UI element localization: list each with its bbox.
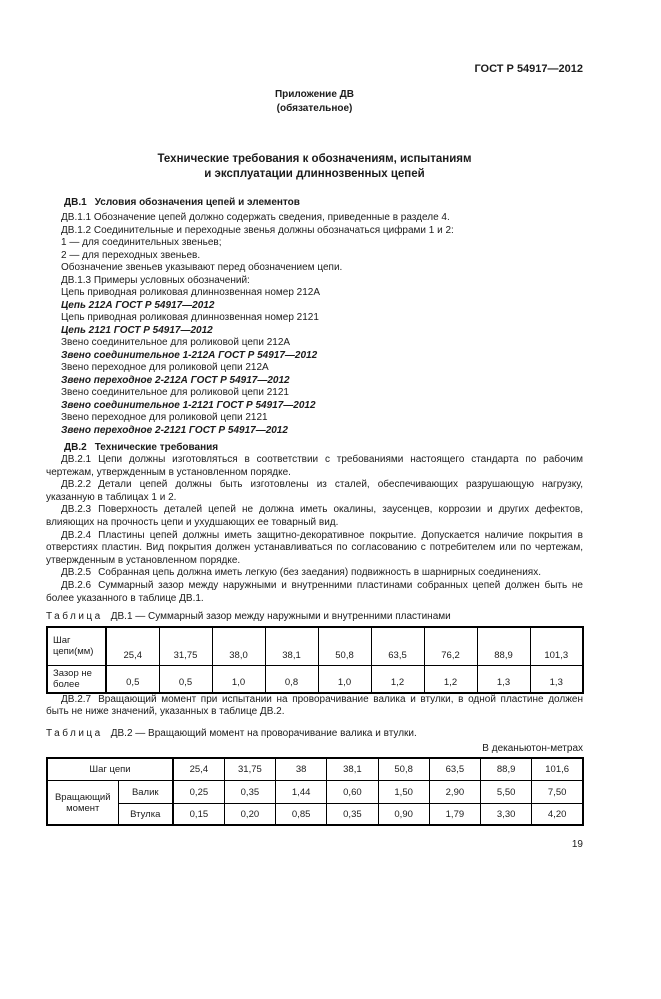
table-cell: 0,25: [173, 781, 224, 804]
paragraph-text: Вращающий момент при испытании на проворачивание валика и втулки, в одной пластине должен быть не ниже значений, указанных в таблице ДВ.2.: [46, 693, 583, 718]
annex-subtitle: (обязательное): [276, 103, 353, 114]
dv1-line: 1 — для соединительных звеньев;: [61, 237, 222, 248]
table-cell: 1,0: [212, 665, 265, 693]
table-cell: 50,8: [378, 758, 429, 781]
section-dv2-number: ДВ.2: [64, 442, 87, 453]
table-row-label: Втулка: [118, 804, 173, 825]
table-row: [47, 781, 583, 804]
table-cell: 0,5: [159, 665, 212, 693]
table-cell: 25,4: [173, 758, 224, 781]
units-note: В деканьютон-метрах: [482, 742, 583, 754]
paragraph-text: Цепи должны изготовляться в соответствии с требованиями настоящего стандарта по рабочим чертежам, утвержденным в установленном порядке.: [46, 454, 583, 478]
table-cell: 31,75: [224, 758, 275, 781]
paragraph-text: Суммарный зазор между наружными и внутренними пластинами собранных цепей должен быть не более указанного в таблице ДВ.1.: [46, 579, 583, 604]
table-cell: 1,44: [276, 781, 327, 804]
table-row-label: Валик: [118, 781, 173, 804]
table-cell: 0,15: [173, 804, 224, 825]
paragraph-number: ДВ.2.1: [61, 454, 92, 465]
paragraph-number: ДВ.2.4: [61, 529, 92, 541]
table-row-label: Шаг цепи(мм): [47, 627, 106, 665]
table-caption-text: ДВ.2 — Вращающий момент на проворачивание валика и втулки.: [110, 727, 417, 739]
table-cell: 3,30: [481, 804, 532, 825]
table-cell: 4,20: [532, 804, 583, 825]
paragraph-number: ДВ.2.5: [61, 567, 92, 579]
document-page: [0, 63, 583, 850]
paragraph-dv2-1: [46, 454, 583, 479]
section-dv1-number: ДВ.1: [64, 197, 87, 208]
table-caption-label: Таблица: [46, 611, 103, 623]
dv1-designation: Звено соединительное 1-212А ГОСТ Р 54917—2012: [61, 349, 318, 361]
table-cell: 2,90: [429, 781, 480, 804]
paragraph-number: ДВ.2.7: [61, 693, 92, 705]
paragraph-dv2-5: [46, 567, 583, 580]
table-cell: 101,3: [530, 627, 583, 665]
table-dv1-caption: [46, 611, 583, 623]
table-cell: 38,1: [265, 627, 318, 665]
section-dv1-heading-text: Условия обозначения цепей и элементов: [94, 197, 300, 208]
table-cell: 38: [276, 758, 327, 781]
dv1-designation: Цепь 2121 ГОСТ Р 54917—2012: [61, 324, 213, 336]
paragraph-dv2-6: [46, 580, 583, 605]
table-cell: 0,90: [378, 804, 429, 825]
table-caption-label: Таблица: [46, 727, 103, 739]
table-cell: 38,1: [327, 758, 378, 781]
dv1-designation: Цепь 212А ГОСТ Р 54917—2012: [61, 299, 215, 311]
page-number: 19: [571, 838, 583, 850]
dv1-line: ДВ.1.1 Обозначение цепей должно содержать сведения, приведенные в разделе 4.: [61, 212, 450, 223]
dv1-designation-list: [46, 212, 583, 437]
paragraph-dv2-2: [46, 479, 583, 504]
table-cell: 38,0: [212, 627, 265, 665]
table-row: [47, 804, 583, 825]
paragraph-number: ДВ.2.2: [61, 479, 92, 491]
table-row-label: Зазор не более: [47, 665, 106, 693]
dv1-line: ДВ.1.2 Соединительные и переходные звенья должны обозначаться цифрами 1 и 2:: [61, 224, 454, 236]
table-dv1: [46, 626, 584, 694]
table-cell: 76,2: [424, 627, 477, 665]
table-dv2-caption: [46, 728, 583, 740]
dv1-designation: Звено переходное 2-2121 ГОСТ Р 54917—2012: [61, 424, 288, 436]
table-row: [47, 758, 583, 781]
dv1-line: Цепь приводная роликовая длиннозвенная номер 2121: [61, 312, 319, 323]
paragraph-dv2-3: [46, 504, 583, 529]
dv1-line: Звено соединительное для роликовой цепи 2121: [61, 387, 289, 398]
paragraph-text: Детали цепей должны быть изготовлены из сталей, обеспечивающих разрушающую нагрузку, указанную в таблицах 1 и 2.: [46, 479, 583, 503]
annex-title: Приложение ДВ: [274, 89, 355, 100]
table-row-group-label: Вращающий момент: [47, 781, 118, 825]
dv1-line: Цепь приводная роликовая длиннозвенная номер 212А: [61, 287, 321, 298]
table-cell: 0,8: [265, 665, 318, 693]
table-cell: 0,5: [106, 665, 159, 693]
table-cell: 1,79: [429, 804, 480, 825]
dv1-line: ДВ.1.3 Примеры условных обозначений:: [61, 274, 250, 286]
table-row: [47, 627, 583, 665]
table-cell: 88,9: [477, 627, 530, 665]
table-cell: 0,85: [276, 804, 327, 825]
table-cell: 101,6: [532, 758, 583, 781]
dv1-line: Звено переходное для роликовой цепи 212А: [61, 362, 269, 373]
section-dv1-heading: [64, 196, 583, 209]
table-cell: 5,50: [481, 781, 532, 804]
document-title-line1: Технические требования к обозначениям, испытаниям: [157, 153, 472, 165]
dv1-line: 2 — для переходных звеньев.: [61, 249, 201, 261]
paragraph-number: ДВ.2.6: [61, 579, 92, 591]
table-dv2: [46, 757, 584, 826]
table-caption-text: ДВ.1 — Суммарный зазор между наружными и внутренними пластинами: [110, 611, 451, 623]
paragraph-text: Пластины цепей должны иметь защитно-декоративное покрытие. Допускается наличие покрытия в отверстиях пластин. Вид покрытия должен устанавливаться по согласованию с потребителем или по чертежам, утвержденным в установленном порядке.: [46, 529, 583, 566]
dv1-line: Звено переходное для роликовой цепи 2121: [61, 412, 268, 423]
table-cell: 88,9: [481, 758, 532, 781]
table-cell: 1,3: [530, 665, 583, 693]
doc-code: ГОСТ Р 54917—2012: [474, 63, 583, 75]
table-cell: 63,5: [371, 627, 424, 665]
dv1-designation: Звено соединительное 1-2121 ГОСТ Р 54917—2012: [61, 399, 316, 411]
paragraph-number: ДВ.2.3: [61, 504, 92, 516]
paragraph-dv2-4: [46, 530, 583, 568]
table-cell: 50,8: [318, 627, 371, 665]
paragraph-dv2-7: [46, 694, 583, 719]
table-cell: 0,35: [224, 781, 275, 804]
table-cell: 0,20: [224, 804, 275, 825]
dv1-line: Звено соединительное для роликовой цепи 212А: [61, 337, 291, 348]
table-cell: 0,60: [327, 781, 378, 804]
table-cell: 1,0: [318, 665, 371, 693]
table-cell: 1,3: [477, 665, 530, 693]
section-dv2-heading: [64, 441, 583, 454]
table-cell: 1,50: [378, 781, 429, 804]
table-row: [47, 665, 583, 693]
table-cell: 7,50: [532, 781, 583, 804]
table-cell: 25,4: [106, 627, 159, 665]
paragraph-text: Поверхность деталей цепей не должна иметь окалины, заусенцев, коррозии и других дефектов, влияющих на прочность цепи и ухудшающих ее товарный вид.: [46, 504, 583, 528]
dv1-designation: Звено переходное 2-212А ГОСТ Р 54917—2012: [61, 374, 290, 386]
document-title-line2: и эксплуатации длиннозвенных цепей: [204, 168, 425, 180]
section-dv2-heading-text: Технические требования: [94, 442, 219, 453]
table-cell: 31,75: [159, 627, 212, 665]
annex-block: [46, 88, 583, 116]
dv1-line: Обозначение звеньев указывают перед обозначением цепи.: [61, 262, 343, 273]
table-cell: 1,2: [424, 665, 477, 693]
table-cell: 0,35: [327, 804, 378, 825]
table-cell: 1,2: [371, 665, 424, 693]
document-title: [46, 152, 583, 182]
table-cell: 63,5: [429, 758, 480, 781]
table-header-label: Шаг цепи: [47, 758, 173, 781]
paragraph-text: Собранная цепь должна иметь легкую (без заедания) подвижность в шарнирных соединениях.: [98, 567, 541, 579]
